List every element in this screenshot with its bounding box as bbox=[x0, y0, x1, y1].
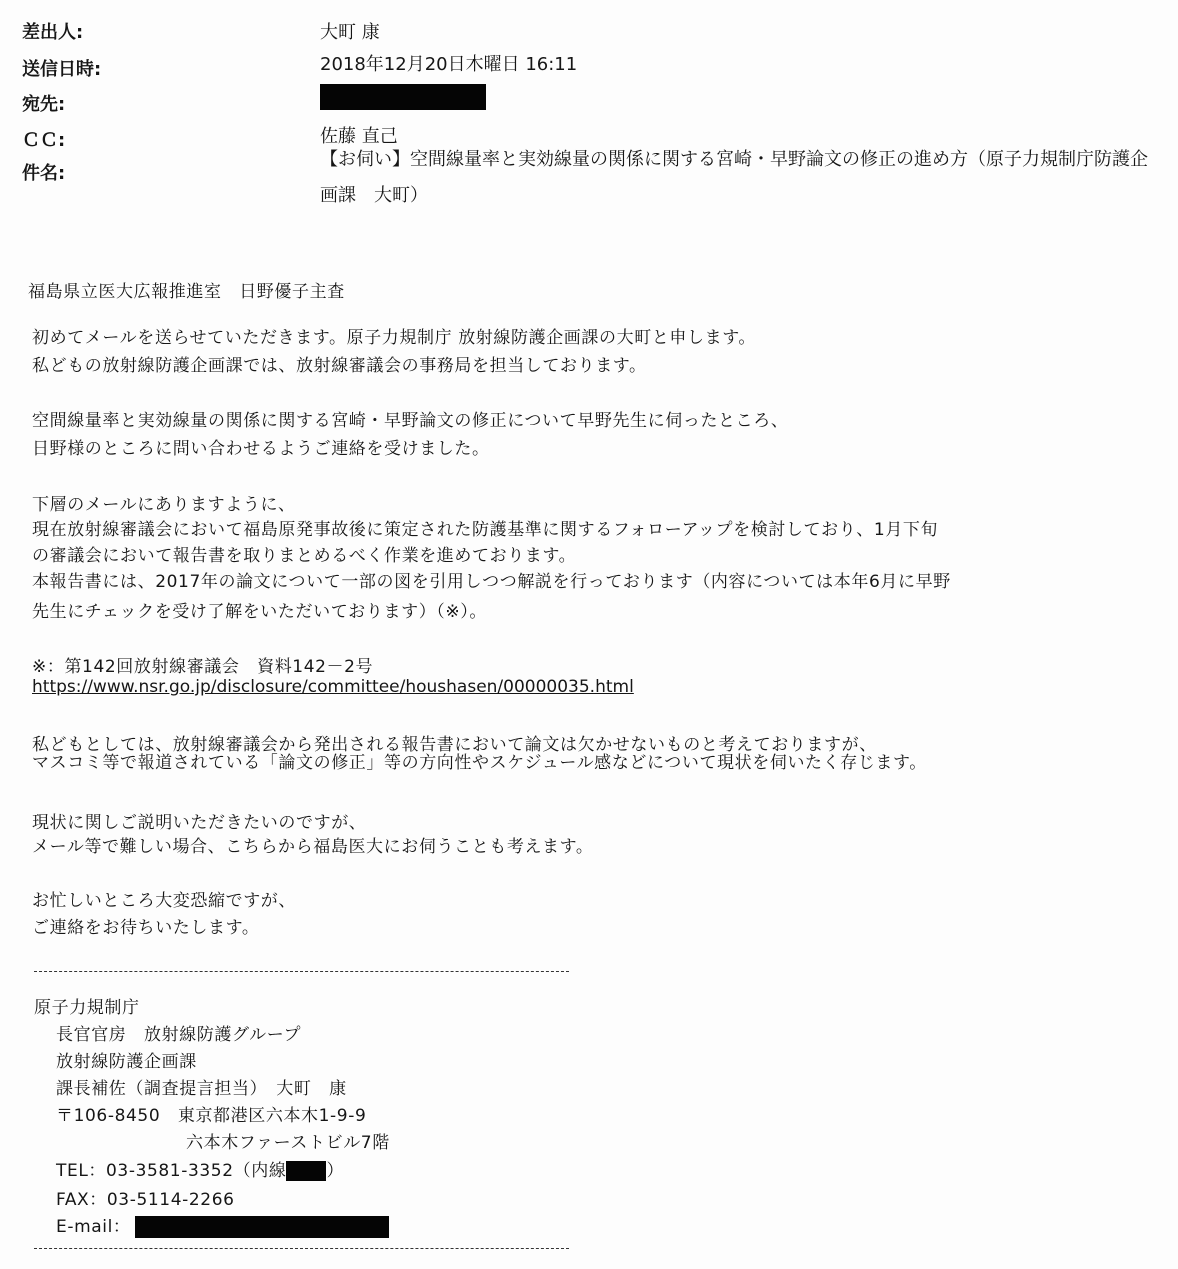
email-label: E-mail： bbox=[56, 1217, 131, 1237]
reference-note: ※：第142回放射線審議会 資料142－2号 bbox=[32, 657, 374, 677]
sent-value: 2018年12月20日木曜日 16:11 bbox=[320, 54, 578, 75]
to-label: 宛先: bbox=[22, 94, 66, 115]
signature-section: 放射線防護企画課 bbox=[56, 1052, 197, 1072]
body-line: 下層のメールにありますように、 bbox=[32, 495, 296, 515]
signature-address-2: 六本木ファーストビル7階 bbox=[186, 1133, 390, 1153]
signature-address-1: 〒106-8450 東京都港区六本木1-9-9 bbox=[56, 1106, 367, 1126]
body-line: 本報告書には、2017年の論文について一部の図を引用しつつ解説を行っております（内容については本年6月に早野 bbox=[32, 572, 951, 592]
to-value bbox=[320, 84, 486, 110]
body-line: 現状に関しご説明いただきたいのですが、 bbox=[32, 813, 367, 833]
body-line: 現在放射線審議会において福島原発事故後に策定された防護基準に関するフォローアップを検討しており、1月下旬 bbox=[32, 520, 939, 540]
cc-label: ＣＣ: bbox=[22, 130, 66, 151]
greeting: 福島県立医大広報推進室 日野優子主査 bbox=[28, 282, 345, 302]
tel-extension-redaction bbox=[286, 1161, 326, 1181]
body-line: の審議会において報告書を取りまとめるべく作業を進めております。 bbox=[32, 546, 577, 566]
tel-text: TEL：03-3581-3352（内線 bbox=[56, 1161, 287, 1181]
signature-email bbox=[56, 1212, 389, 1238]
signature-dept: 長官官房 放射線防護グループ bbox=[56, 1025, 302, 1045]
body-line: ご連絡をお待ちいたします。 bbox=[32, 918, 260, 938]
from-label: 差出人: bbox=[22, 22, 84, 43]
body-line: 初めてメールを送らせていただきます。原子力規制庁 放射線防護企画課の大町と申します。 bbox=[32, 328, 757, 348]
body-line: 私どもの放射線防護企画課では、放射線審議会の事務局を担当しております。 bbox=[32, 356, 647, 376]
body-line: マスコミ等で報道されている「論文の修正」等の方向性やスケジュール感などについて現状を伺いたく存じます。 bbox=[32, 753, 927, 773]
email-redaction bbox=[135, 1216, 389, 1238]
signature-fax: FAX：03-5114-2266 bbox=[56, 1190, 235, 1210]
body-line: 先生にチェックを受け了解をいただいております）（※）。 bbox=[32, 602, 487, 622]
from-value: 大町 康 bbox=[320, 22, 380, 43]
signature-title-name: 課長補佐（調査提言担当） 大町 康 bbox=[56, 1079, 347, 1099]
body-line: お忙しいところ大変恐縮ですが、 bbox=[32, 891, 296, 911]
subject-value: 【お伺い】空間線量率と実効線量の関係に関する宮崎・早野論文の修正の進め方（原子力規制庁防護企画課 大町） bbox=[320, 149, 1148, 206]
to-redaction bbox=[320, 84, 486, 110]
signature-separator-top bbox=[34, 971, 569, 972]
subject-label: 件名: bbox=[22, 163, 66, 184]
tel-close: ） bbox=[326, 1161, 345, 1181]
body-line: 私どもとしては、放射線審議会から発出される報告書において論文は欠かせないものと考えておりますが、 bbox=[32, 735, 877, 755]
body-line: 日野様のところに問い合わせるようご連絡を受けました。 bbox=[32, 439, 490, 459]
signature-separator-bottom bbox=[34, 1248, 569, 1249]
cc-value: 佐藤 直己 bbox=[320, 126, 398, 147]
signature-org: 原子力規制庁 bbox=[34, 998, 140, 1018]
signature-tel bbox=[56, 1156, 344, 1181]
reference-link[interactable]: https://www.nsr.go.jp/disclosure/committee/houshasen/00000035.html bbox=[32, 677, 634, 697]
body-line: 空間線量率と実効線量の関係に関する宮崎・早野論文の修正について早野先生に伺ったところ、 bbox=[32, 411, 789, 431]
sent-label: 送信日時: bbox=[22, 59, 102, 80]
body-line: メール等で難しい場合、こちらから福島医大にお伺うことも考えます。 bbox=[32, 837, 594, 857]
